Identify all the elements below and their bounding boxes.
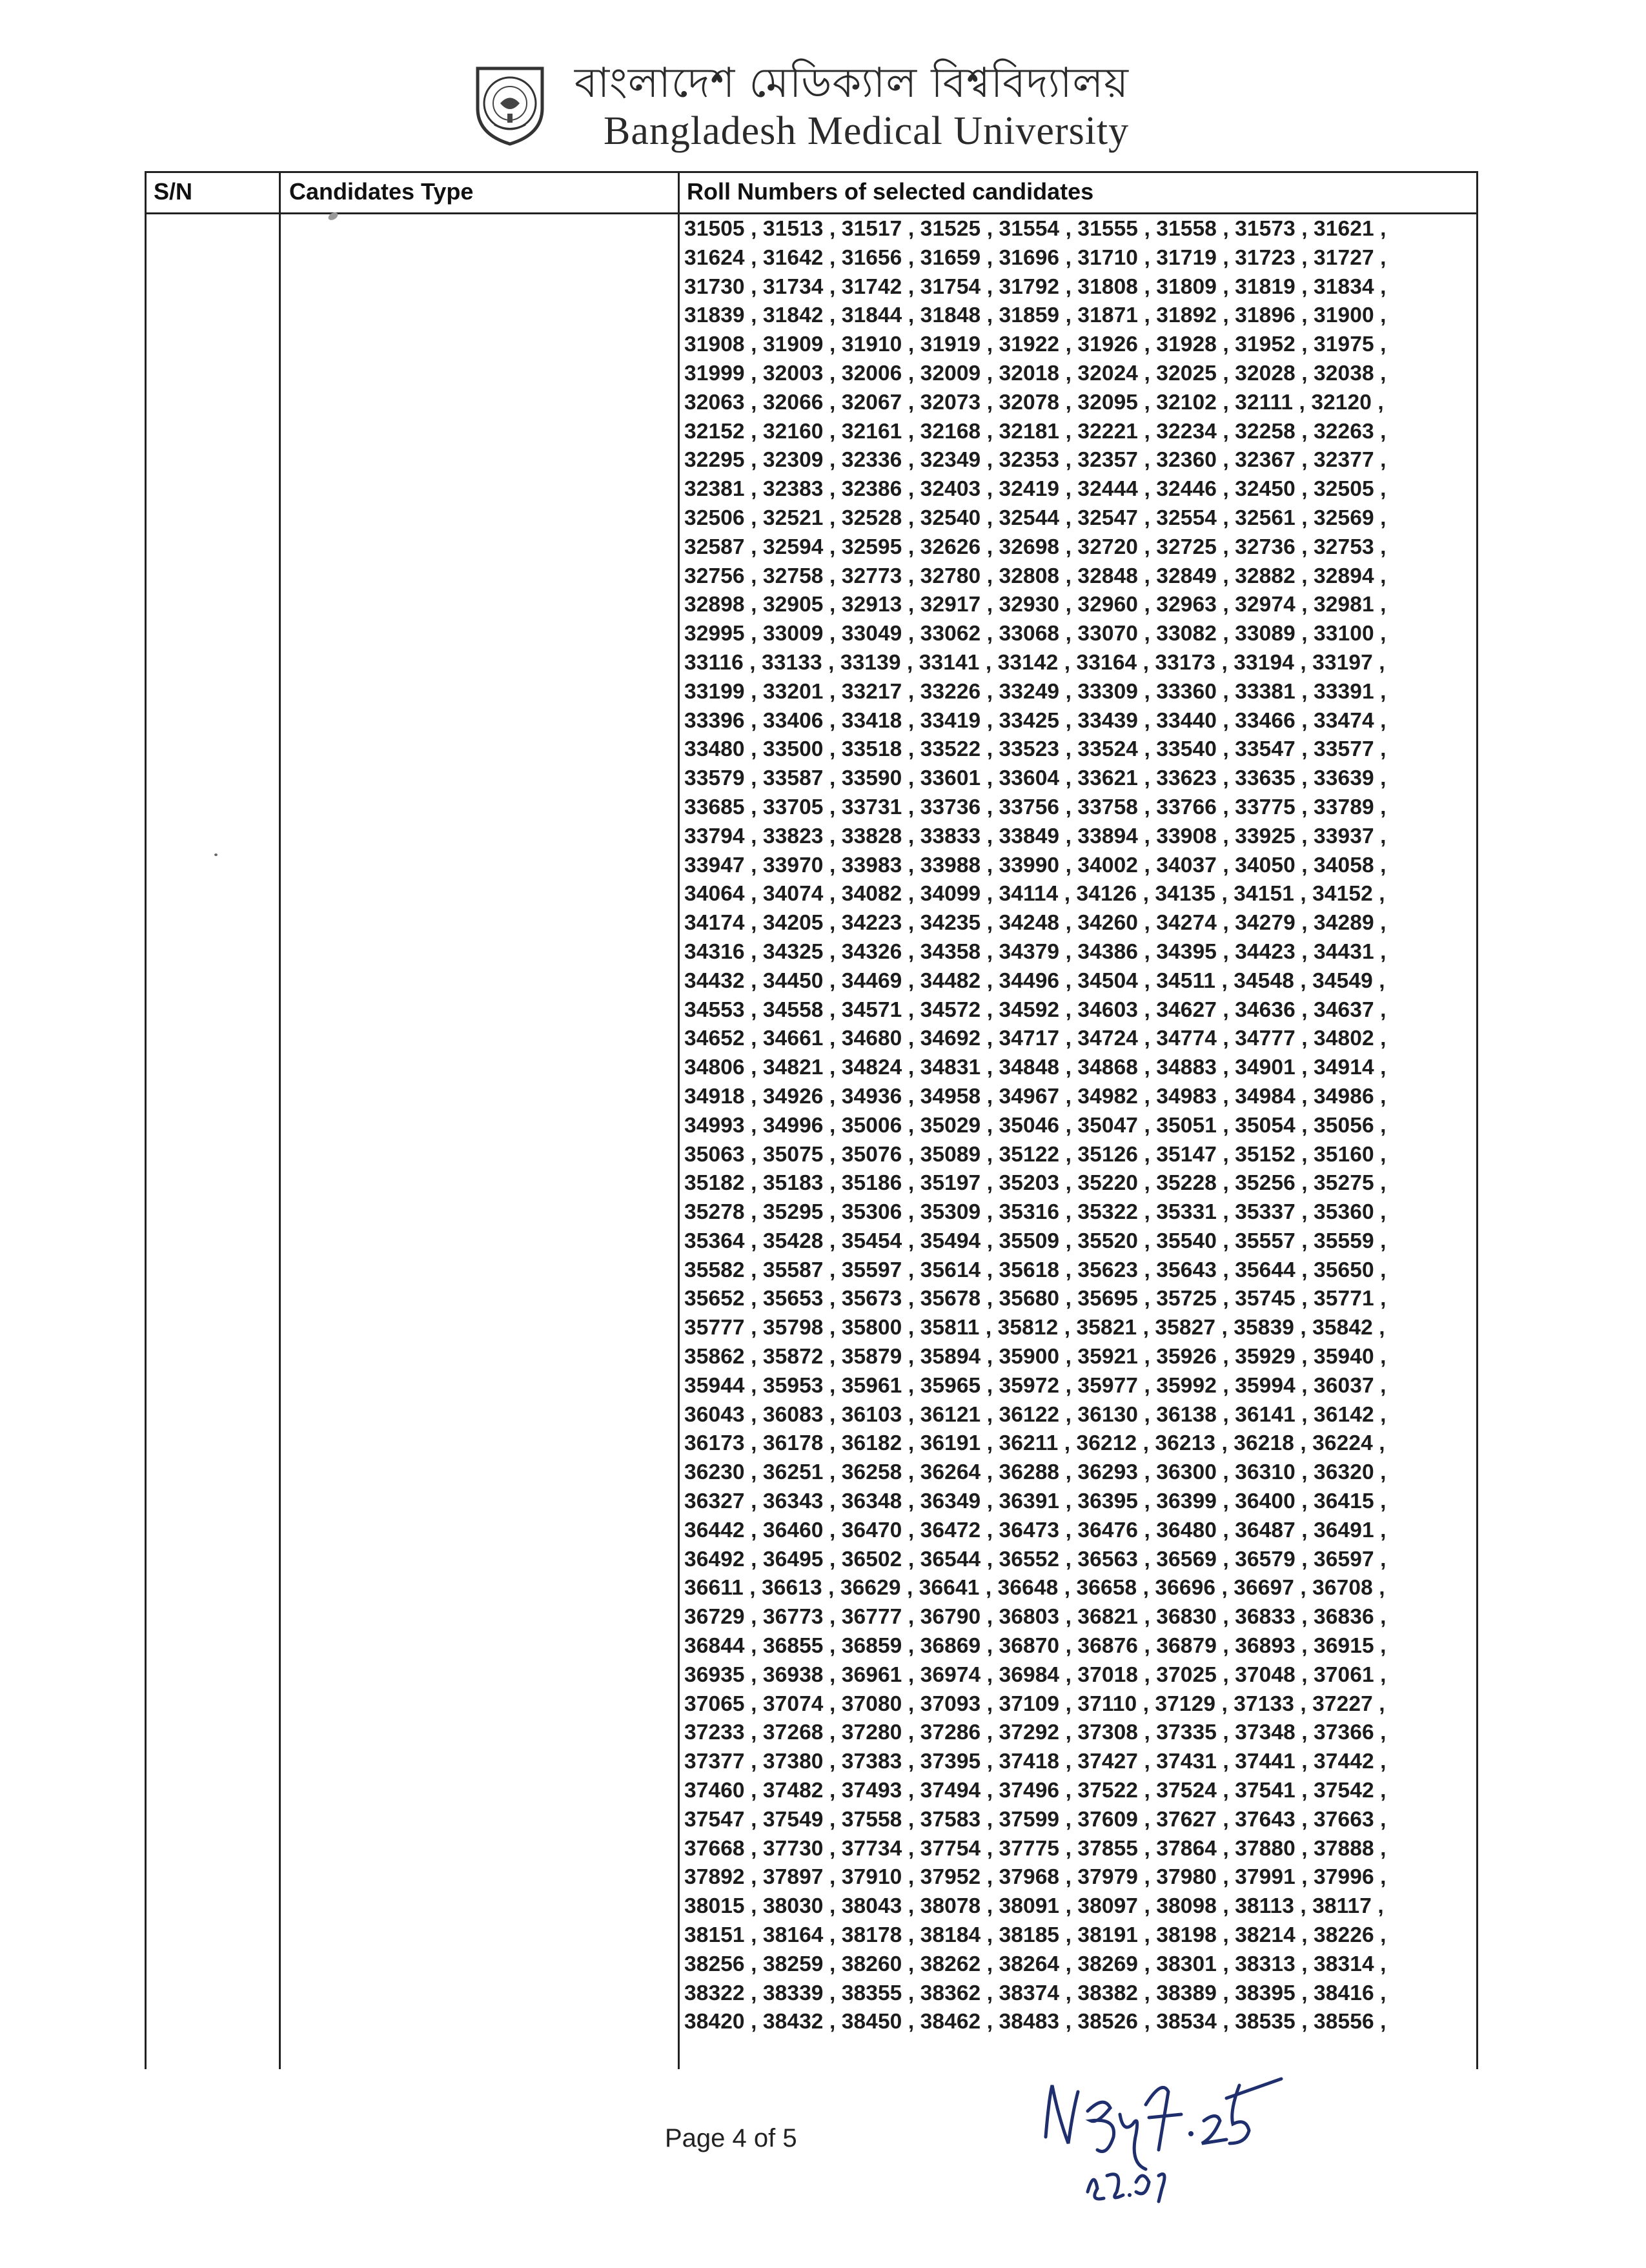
roll-number-line: 34316 , 34325 , 34326 , 34358 , 34379 , 34386 , 34395 , 34423 , 34431 ,	[684, 939, 1387, 964]
roll-number-line: 34064 , 34074 , 34082 , 34099 , 34114 , 34126 , 34135 , 34151 , 34152 ,	[684, 882, 1385, 906]
roll-number-line: 36442 , 36460 , 36470 , 36472 , 36473 , 36476 , 36480 , 36487 , 36491 ,	[684, 1518, 1387, 1542]
roll-number-line: 35278 , 35295 , 35306 , 35309 , 35316 , 35322 , 35331 , 35337 , 35360 ,	[684, 1200, 1387, 1225]
header-sn: S/N	[154, 178, 193, 205]
roll-number-line: 35862 , 35872 , 35879 , 35894 , 35900 , 35921 , 35926 , 35929 , 35940 ,	[684, 1345, 1387, 1369]
roll-number-line: 38420 , 38432 , 38450 , 38462 , 38483 , 38526 , 38534 , 38535 , 38556 ,	[684, 2010, 1387, 2034]
roll-number-line: 35364 , 35428 , 35454 , 35494 , 35509 , 35520 , 35540 , 35557 , 35559 ,	[684, 1229, 1387, 1253]
scan-speck	[214, 853, 218, 856]
roll-number-line: 34432 , 34450 , 34469 , 34482 , 34496 , 34504 , 34511 , 34548 , 34549 ,	[684, 968, 1385, 993]
roll-number-line: 38256 , 38259 , 38260 , 38262 , 38264 , 38269 , 38301 , 38313 , 38314 ,	[684, 1952, 1387, 1976]
roll-number-line: 36230 , 36251 , 36258 , 36264 , 36288 , 36293 , 36300 , 36310 , 36320 ,	[684, 1460, 1387, 1485]
roll-number-line: 37547 , 37549 , 37558 , 37583 , 37599 , 37609 , 37627 , 37643 , 37663 ,	[684, 1807, 1387, 1832]
university-name-bangla: বাংলাদেশ মেডিক্যাল বিশ্ববিদ্যালয়	[574, 59, 1129, 107]
roll-number-line: 35182 , 35183 , 35186 , 35197 , 35203 , 35220 , 35228 , 35256 , 35275 ,	[684, 1171, 1387, 1196]
roll-number-line: 33396 , 33406 , 33418 , 33419 , 33425 , 33439 , 33440 , 33466 , 33474 ,	[684, 708, 1387, 733]
handwritten-signature-icon	[1033, 2072, 1304, 2214]
roll-number-line: 32898 , 32905 , 32913 , 32917 , 32930 , 32960 , 32963 , 32974 , 32981 ,	[684, 593, 1387, 617]
roll-number-line: 34918 , 34926 , 34936 , 34958 , 34967 , 34982 , 34983 , 34984 , 34986 ,	[684, 1084, 1387, 1108]
table-header-divider	[145, 212, 1478, 214]
roll-number-line: 37377 , 37380 , 37383 , 37395 , 37418 , 37427 , 37431 , 37441 , 37442 ,	[684, 1750, 1387, 1774]
roll-number-line: 36173 , 36178 , 36182 , 36191 , 36211 , 36212 , 36213 , 36218 , 36224 ,	[684, 1431, 1385, 1456]
roll-number-line: 33116 , 33133 , 33139 , 33141 , 33142 , 33164 , 33173 , 33194 , 33197 ,	[684, 650, 1385, 675]
page-number: Page 4 of 5	[665, 2124, 797, 2152]
roll-number-line: 34553 , 34558 , 34571 , 34572 , 34592 , 34603 , 34627 , 34636 , 34637 ,	[684, 997, 1387, 1022]
roll-number-line: 34174 , 34205 , 34223 , 34235 , 34248 , 34260 , 34274 , 34279 , 34289 ,	[684, 911, 1387, 935]
roll-number-line: 32295 , 32309 , 32336 , 32349 , 32353 , 32357 , 32360 , 32367 , 32377 ,	[684, 448, 1387, 473]
roll-number-line: 37233 , 37268 , 37280 , 37286 , 37292 , 37308 , 37335 , 37348 , 37366 ,	[684, 1721, 1387, 1745]
roll-number-line: 36043 , 36083 , 36103 , 36121 , 36122 , 36130 , 36138 , 36141 , 36142 ,	[684, 1402, 1387, 1427]
roll-number-line: 31839 , 31842 , 31844 , 31848 , 31859 , 31871 , 31892 , 31896 , 31900 ,	[684, 303, 1387, 328]
roll-number-line: 32063 , 32066 , 32067 , 32073 , 32078 , 32095 , 32102 , 32111 , 32120 ,	[684, 390, 1384, 414]
roll-number-line: 37460 , 37482 , 37493 , 37494 , 37496 , 37522 , 37524 , 37541 , 37542 ,	[684, 1779, 1387, 1803]
roll-number-line: 35063 , 35075 , 35076 , 35089 , 35122 , 35126 , 35147 , 35152 , 35160 ,	[684, 1142, 1387, 1167]
roll-number-line: 34652 , 34661 , 34680 , 34692 , 34717 , 34724 , 34774 , 34777 , 34802 ,	[684, 1027, 1387, 1051]
roll-number-line: 31908 , 31909 , 31910 , 31919 , 31922 , 31926 , 31928 , 31952 , 31975 ,	[684, 332, 1387, 357]
roll-number-line: 32995 , 33009 , 33049 , 33062 , 33068 , 33070 , 33082 , 33089 , 33100 ,	[684, 622, 1387, 646]
roll-number-line: 37065 , 37074 , 37080 , 37093 , 37109 , 37110 , 37129 , 37133 , 37227 ,	[684, 1691, 1385, 1716]
roll-number-line: 35652 , 35653 , 35673 , 35678 , 35680 , 35695 , 35725 , 35745 , 35771 ,	[684, 1287, 1387, 1311]
roll-number-line: 38015 , 38030 , 38043 , 38078 , 38091 , 38097 , 38098 , 38113 , 38117 ,	[684, 1894, 1384, 1919]
roll-number-line: 31730 , 31734 , 31742 , 31754 , 31792 , 31808 , 31809 , 31819 , 31834 ,	[684, 274, 1387, 299]
roll-number-line: 36935 , 36938 , 36961 , 36974 , 36984 , 37018 , 37025 , 37048 , 37061 ,	[684, 1662, 1387, 1687]
roll-number-line: 34993 , 34996 , 35006 , 35029 , 35046 , 35047 , 35051 , 35054 , 35056 ,	[684, 1113, 1387, 1138]
roll-number-line: 35582 , 35587 , 35597 , 35614 , 35618 , 35623 , 35643 , 35644 , 35650 ,	[684, 1258, 1387, 1282]
header-candidates-type: Candidates Type	[289, 178, 474, 205]
roll-number-line: 33480 , 33500 , 33518 , 33522 , 33523 , 33524 , 33540 , 33547 , 33577 ,	[684, 737, 1387, 762]
roll-number-line: 36729 , 36773 , 36777 , 36790 , 36803 , 36821 , 36830 , 36833 , 36836 ,	[684, 1605, 1387, 1629]
roll-numbers-cell	[684, 215, 1472, 2037]
roll-number-line: 36492 , 36495 , 36502 , 36544 , 36552 , 36563 , 36569 , 36579 , 36597 ,	[684, 1547, 1387, 1571]
selected-candidates-table	[145, 171, 1478, 2069]
column-divider-type	[678, 171, 680, 2069]
roll-number-line: 33199 , 33201 , 33217 , 33226 , 33249 , 33309 , 33360 , 33381 , 33391 ,	[684, 679, 1387, 704]
table-right-border	[1476, 171, 1478, 2069]
roll-number-line: 31999 , 32003 , 32006 , 32009 , 32018 , 32024 , 32025 , 32028 , 32038 ,	[684, 361, 1387, 385]
roll-number-line: 38151 , 38164 , 38178 , 38184 , 38185 , 38191 , 38198 , 38214 , 38226 ,	[684, 1923, 1387, 1948]
roll-number-line: 37668 , 37730 , 37734 , 37754 , 37775 , 37855 , 37864 , 37880 , 37888 ,	[684, 1836, 1387, 1861]
university-seal-icon	[471, 63, 549, 147]
roll-number-line: 32756 , 32758 , 32773 , 32780 , 32808 , 32848 , 32849 , 32882 , 32894 ,	[684, 564, 1387, 588]
roll-number-line: 33685 , 33705 , 33731 , 33736 , 33756 , 33758 , 33766 , 33775 , 33789 ,	[684, 795, 1387, 819]
roll-number-line: 32381 , 32383 , 32386 , 32403 , 32419 , 32444 , 32446 , 32450 , 32505 ,	[684, 477, 1387, 502]
roll-number-line: 36844 , 36855 , 36859 , 36869 , 36870 , 36876 , 36879 , 36893 , 36915 ,	[684, 1634, 1387, 1659]
roll-number-line: 33579 , 33587 , 33590 , 33601 , 33604 , 33621 , 33623 , 33635 , 33639 ,	[684, 766, 1387, 791]
roll-number-line: 33794 , 33823 , 33828 , 33833 , 33849 , 33894 , 33908 , 33925 , 33937 ,	[684, 824, 1387, 848]
roll-number-line: 36327 , 36343 , 36348 , 36349 , 36391 , 36395 , 36399 , 36400 , 36415 ,	[684, 1489, 1387, 1514]
roll-number-line: 35944 , 35953 , 35961 , 35965 , 35972 , 35977 , 35992 , 35994 , 36037 ,	[684, 1373, 1387, 1398]
roll-number-line: 31624 , 31642 , 31656 , 31659 , 31696 , 31710 , 31719 , 31723 , 31727 ,	[684, 245, 1387, 270]
header-roll-numbers: Roll Numbers of selected candidates	[687, 178, 1094, 205]
roll-number-line: 32506 , 32521 , 32528 , 32540 , 32544 , 32547 , 32554 , 32561 , 32569 ,	[684, 506, 1387, 530]
column-divider-sn	[279, 171, 281, 2069]
roll-number-line: 32152 , 32160 , 32161 , 32168 , 32181 , 32221 , 32234 , 32258 , 32263 ,	[684, 419, 1387, 444]
roll-number-line: 37892 , 37897 , 37910 , 37952 , 37968 , 37979 , 37980 , 37991 , 37996 ,	[684, 1865, 1387, 1890]
roll-number-line: 36611 , 36613 , 36629 , 36641 , 36648 , 36658 , 36696 , 36697 , 36708 ,	[684, 1576, 1385, 1600]
roll-number-line: 32587 , 32594 , 32595 , 32626 , 32698 , 32720 , 32725 , 32736 , 32753 ,	[684, 535, 1387, 559]
roll-number-line: 33947 , 33970 , 33983 , 33988 , 33990 , 34002 , 34037 , 34050 , 34058 ,	[684, 853, 1387, 877]
roll-number-line: 38322 , 38339 , 38355 , 38362 , 38374 , 38382 , 38389 , 38395 , 38416 ,	[684, 1981, 1387, 2005]
roll-number-line: 34806 , 34821 , 34824 , 34831 , 34848 , 34868 , 34883 , 34901 , 34914 ,	[684, 1056, 1387, 1080]
table-left-border	[145, 171, 147, 2069]
roll-number-line: 35777 , 35798 , 35800 , 35811 , 35812 , 35821 , 35827 , 35839 , 35842 ,	[684, 1316, 1385, 1340]
university-name-english: Bangladesh Medical University	[604, 109, 1130, 153]
document-header	[471, 52, 1181, 161]
roll-number-line: 31505 , 31513 , 31517 , 31525 , 31554 , 31555 , 31558 , 31573 , 31621 ,	[684, 217, 1387, 241]
